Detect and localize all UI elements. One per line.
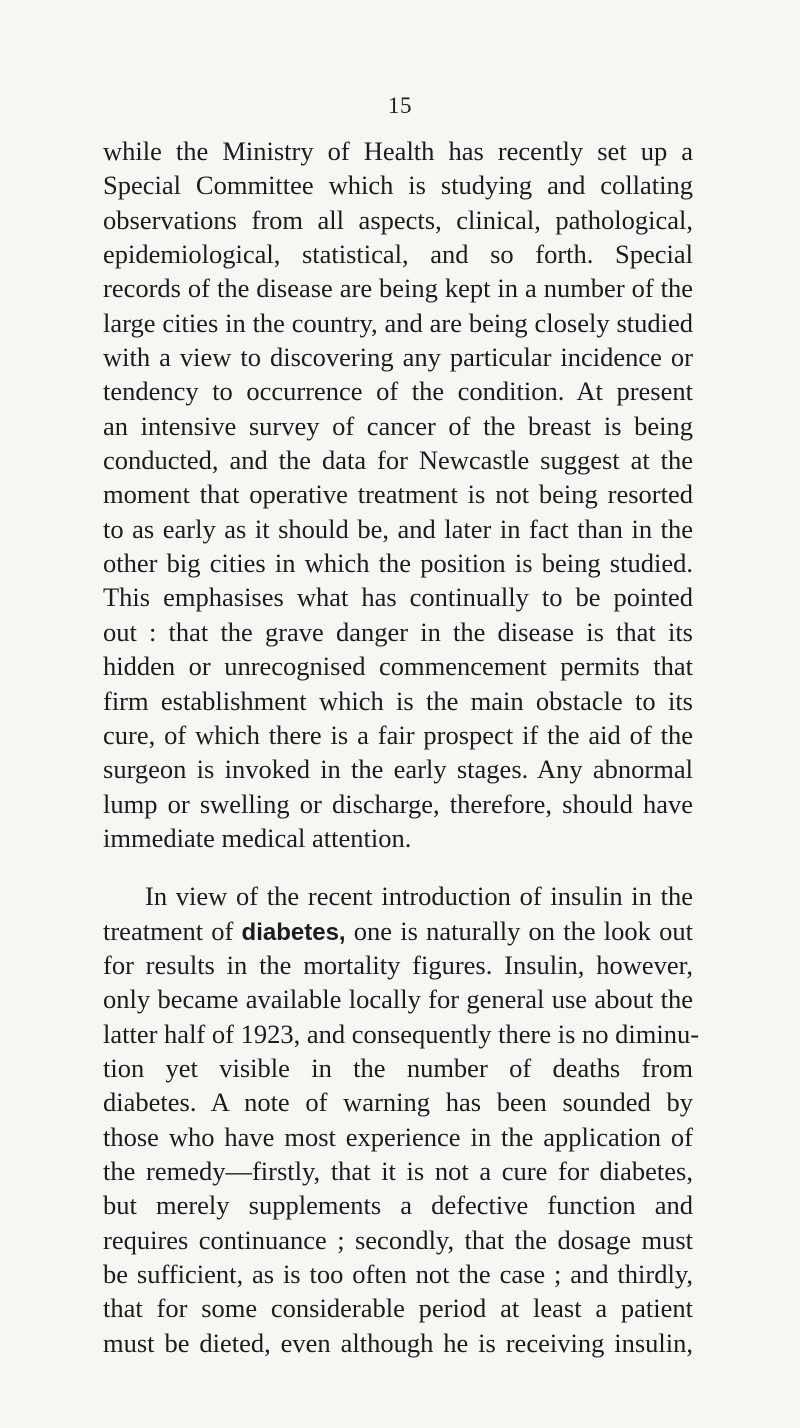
text-segment: one is naturally on the look out [345, 915, 693, 946]
text-line: immediate medical attention. [103, 822, 412, 853]
paragraph-diabetes [103, 879, 700, 1360]
text-line: epidemiological, statistical, and so forth. Special [103, 239, 693, 270]
text-line: lump or swelling or discharge, therefore, should have [103, 788, 693, 819]
text-line: tion yet visible in the number of deaths from [103, 1052, 693, 1083]
text-line: observations from all aspects, clinical, pathological, [103, 204, 693, 235]
text-line-with-heading [103, 914, 693, 948]
text-line: that for some considerable period at least a patient [103, 1293, 693, 1324]
text-segment: treatment of [103, 915, 242, 946]
text-line: surgeon is invoked in the early stages. Any abnormal [103, 754, 693, 785]
text-line: latter half of 1923, and consequently there is no diminu- [103, 1018, 700, 1049]
text-line: requires continuance ; secondly, that the dosage must [103, 1224, 693, 1255]
paragraph-gap [103, 855, 693, 879]
page-number: 15 [388, 93, 412, 118]
body-text [103, 134, 700, 1360]
text-line: cure, of which there is a fair prospect if the aid of the [103, 719, 693, 750]
text-line: In view of the recent introduction of insulin in the [145, 881, 693, 912]
text-line: This emphasises what has continually to be pointed [103, 582, 693, 613]
text-line: records of the disease are being kept in a number of the [103, 273, 693, 304]
text-line: tendency to occurrence of the condition. At present [103, 376, 693, 407]
text-line: Special Committee which is studying and collating [103, 170, 693, 201]
text-line: must be dieted, even although he is receiving insulin, [103, 1327, 693, 1358]
paragraph-cancer [103, 134, 693, 855]
text-line: firm establishment which is the main obstacle to its [103, 685, 693, 716]
text-line: an intensive survey of cancer of the breast is being [103, 410, 693, 441]
text-line: to as early as it should be, and later in fact than in the [103, 513, 693, 544]
text-line: while the Ministry of Health has recently set up a [103, 136, 693, 166]
text-line: be sufficient, as is too often not the case ; and thirdly, [103, 1259, 693, 1289]
text-line: but merely supplements a defective function and [103, 1190, 693, 1221]
text-line: those who have most experience in the application of [103, 1121, 693, 1152]
text-line: hidden or unrecognised commencement permits that [103, 651, 693, 682]
text-line: conducted, and the data for Newcastle suggest at the [103, 445, 693, 476]
text-line: for results in the mortality figures. Insulin, however, [103, 949, 693, 980]
text-line: out : that the grave danger in the disease is that its [103, 616, 693, 647]
text-line: other big cities in which the position is being studied. [103, 548, 693, 579]
text-line: large cities in the country, and are being closely studied [103, 307, 693, 338]
text-line: with a view to discovering any particular incidence or [103, 342, 693, 373]
text-line: moment that operative treatment is not being resorted [103, 479, 693, 510]
text-line: diabetes. A note of warning has been sounded by [103, 1087, 693, 1118]
text-line: the remedy—firstly, that it is not a cure for diabetes, [103, 1155, 693, 1186]
subject-heading: diabetes, [241, 918, 346, 946]
text-line: only became available locally for general use about the [103, 984, 693, 1015]
